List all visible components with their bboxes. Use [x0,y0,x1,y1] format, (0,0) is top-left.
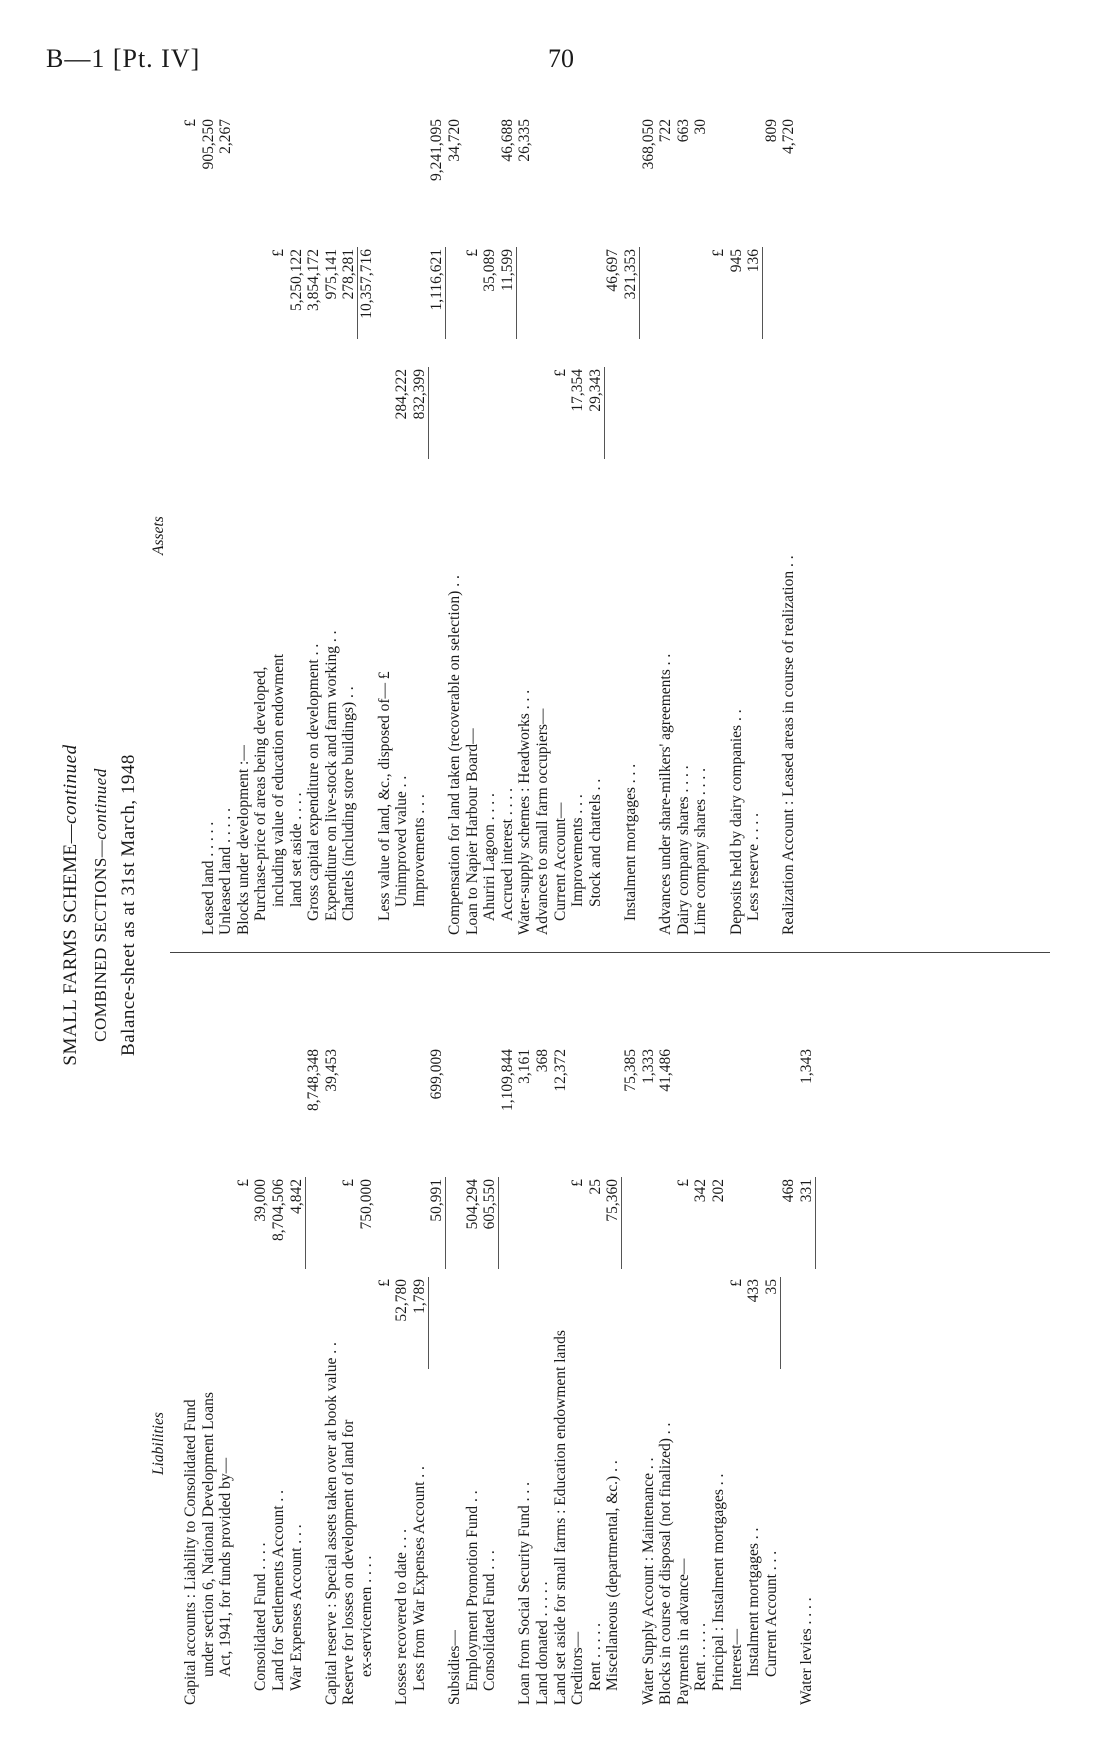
row-label: Act, 1941, for funds provided by— [217,1457,235,1677]
row-label: Losses recovered to date . . . [393,1528,411,1705]
row-label: Rent . . . . . [586,1622,604,1691]
amount-cell: 35,089 [481,249,499,292]
row-label: Compensation for land taken (recoverable on selection) . . [446,575,463,935]
page-header [0,44,1114,84]
row-label: Interest— [727,1629,745,1691]
amount-cell: 468 [780,1179,798,1203]
amount-cell: 284,222 [393,369,411,420]
table-row [288,105,305,935]
table-row [358,105,375,935]
scheme-title: SMALL FARMS SCHEME—continued [60,744,81,1066]
row-label: Improvements . . . [410,794,428,907]
row-label: Employment Promotion Fund . . [463,1490,481,1691]
row-label: Realization Account : Leased areas in course of realization . . [780,555,798,935]
amount-cell: 39,000 [252,1179,270,1222]
amount-cell: 368 [534,1049,551,1073]
row-label: Blocks in course of disposal (not finalized) . . [657,1422,675,1705]
amount-cell: 34,720 [446,119,463,162]
table-row [270,975,287,1705]
table-row [446,105,463,935]
amount-cell: 11,599 [498,249,516,292]
table-row [516,975,533,1705]
table-row [252,105,269,935]
row-label: Payments in advance— [674,1558,692,1705]
column-divider [170,952,1050,953]
table-row [182,975,199,1705]
table-row [604,105,621,935]
table-row [587,975,604,1705]
row-label: Unimproved value . . [393,775,411,907]
row-label: Ahuriri Lagoon . . . . [481,793,499,921]
row-label: Accrued interest . . . . [498,788,516,921]
amount-cell: 8,748,348 [305,1049,323,1111]
amount-cell: £ [674,1179,692,1187]
amount-cell: 52,780 [393,1279,411,1322]
table-row [640,105,657,935]
table-row [692,975,709,1705]
row-label: Current Account— [551,802,569,921]
row-label: Water levies . . . . [798,1597,815,1705]
table-row [200,105,217,935]
row-label: Less value of land, &c., disposed of— £ [375,671,393,921]
amount-cell: 5,250,122 [287,249,305,311]
row-label: Advances to small farm occupiers— [534,708,551,935]
row-label: Consolidated Fund . . . . [252,1542,270,1691]
table-row [217,105,234,935]
table-row [604,975,621,1705]
assets-heading: Assets [150,516,167,555]
row-label: Less from War Expenses Account . . [410,1466,428,1691]
table-row [411,105,428,935]
amount-cell: 321,353 [622,249,639,300]
amount-cell: £ [375,1279,393,1287]
table-row [534,105,551,935]
amount-cell: £ [727,1279,745,1287]
amount-cell: 331 [798,1179,815,1203]
row-label: Chattels (including store buildings) . . [340,686,358,921]
table-row [534,975,551,1705]
table-row [464,975,481,1705]
amount-cell: 202 [710,1179,727,1203]
amount-cell: 2,267 [217,119,235,154]
amount-cell: 722 [657,119,675,143]
row-label: Instalment mortgages . . [745,1527,763,1677]
row-label: Gross capital expenditure on development . . [305,643,323,921]
row-label: Deposits held by dairy companies . . [727,709,745,935]
amount-cell: 41,486 [657,1049,675,1092]
sum-rule [815,1177,816,1269]
row-label: Lime company shares . . . . [692,767,710,935]
table-row [745,975,762,1705]
amount-cell: £ [463,249,481,257]
amount-cell: 342 [692,1179,710,1203]
row-label: Water Supply Account : Maintenance . . [639,1457,657,1705]
amount-cell: 663 [674,119,692,143]
table-row [393,975,410,1705]
table-row [692,105,709,935]
amount-cell: 278,281 [340,249,358,300]
amount-cell: 4,842 [287,1179,305,1214]
amount-cell: 1,109,844 [498,1049,516,1111]
table-row [728,975,745,1705]
table-row [305,975,322,1705]
table-row [217,975,234,1705]
amount-cell: 50,991 [428,1179,446,1222]
table-row [780,105,797,935]
amount-cell: 832,399 [410,369,428,420]
row-label: Less reserve . . . . [745,812,763,921]
row-label: Purchase-price of areas being developed, [252,666,270,921]
table-row [499,105,516,935]
table-row [622,105,639,935]
table-row [552,975,569,1705]
row-label: Rent . . . . . [692,1622,710,1691]
table-row [763,975,780,1705]
row-label: Expenditure on live-stock and farm working . . [322,630,340,921]
table-row [657,105,674,935]
table-row [428,975,445,1705]
row-label: Advances under share-milkers' agreements . . [657,653,675,935]
table-row [710,975,727,1705]
amount-cell: 25 [586,1179,604,1195]
amount-cell: 1,789 [410,1279,428,1314]
table-row [798,975,815,1705]
amount-cell: 504,294 [463,1179,481,1230]
row-label: Unleased land . . . . . [217,808,235,935]
amount-cell: 75,385 [622,1049,639,1092]
row-label: Creditors— [569,1631,587,1705]
row-label: Land set aside for small farms : Education endowment lands [551,1330,569,1705]
table-row [728,105,745,935]
balance-sheet-title: Balance-sheet as at 31st March, 1948 [118,754,139,1056]
amount-cell: 750,000 [358,1179,375,1230]
amount-cell: 1,333 [639,1049,657,1084]
table-row [675,105,692,935]
table-row [622,975,639,1705]
amount-cell: 699,009 [428,1049,446,1100]
table-row [516,105,533,935]
row-label: under section 6, National Development Loans [199,1392,217,1677]
amount-cell: 945 [727,249,745,273]
table-row [710,105,727,935]
amount-cell: 26,335 [516,119,534,162]
amount-cell: 10,357,716 [358,249,375,319]
row-label: Stock and chattels . . [586,778,604,907]
row-label: Blocks under development :— [234,745,252,935]
table-row [323,105,340,935]
table-row [252,975,269,1705]
row-label: Miscellaneous (departmental, &c.) . . [604,1460,622,1691]
section-title: COMBINED SECTIONS—continued [91,768,110,1042]
table-row [428,105,445,935]
table-row [411,975,428,1705]
amount-cell: £ [234,1179,252,1187]
row-label: Capital reserve : Special assets taken over at book value . . [322,1342,340,1705]
table-row [323,975,340,1705]
assets-column [150,105,1050,935]
amount-cell: 605,550 [481,1179,499,1230]
row-label: Improvements . . . [569,794,587,907]
table-row [235,975,252,1705]
row-label: Consolidated Fund . . . [481,1550,499,1691]
table-row [675,975,692,1705]
amount-cell: 3,161 [516,1049,534,1084]
amount-cell: 75,360 [604,1179,622,1222]
amount-cell: 809 [762,119,780,143]
table-row [481,975,498,1705]
amount-cell: 46,697 [604,249,622,292]
table-row [464,105,481,935]
amount-cell: 46,688 [498,119,516,162]
table-row [340,105,357,935]
table-row [288,975,305,1705]
row-label: including value of education endowment [270,653,287,907]
table-row [657,975,674,1705]
amount-cell: £ [340,1179,358,1187]
table-row [340,975,357,1705]
row-label: Instalment mortgages . . . [622,763,639,921]
table-row [182,105,199,935]
table-row [393,105,410,935]
row-label: Loan to Napier Harbour Board— [463,728,481,935]
amount-cell: £ [270,249,287,257]
balance-sheet [60,105,1060,1705]
amount-cell: 39,453 [322,1049,340,1092]
amount-cell: 17,354 [569,369,587,412]
table-row [569,105,586,935]
row-label: War Expenses Account . . . [287,1524,305,1691]
row-label: land set aside . . . . [287,792,305,907]
amount-cell: £ [710,249,727,257]
table-row [358,975,375,1705]
table-row [780,975,797,1705]
row-label: Dairy company shares . . . . [674,765,692,935]
table-row [481,105,498,935]
table-row [745,105,762,935]
table-row [235,105,252,935]
row-label: Subsidies— [446,1630,463,1705]
table-row [640,975,657,1705]
amount-cell: 30 [692,119,710,135]
row-label: Principal : Instalment mortgages . . [710,1473,727,1691]
amount-cell: 35 [762,1279,780,1295]
amount-cell: 4,720 [780,119,798,154]
amount-cell: 905,250 [199,119,217,170]
table-row [569,975,586,1705]
row-label: Loan from Social Security Fund . . . [516,1482,534,1705]
amount-cell: 433 [745,1279,763,1303]
amount-cell: 29,343 [586,369,604,412]
table-row [587,105,604,935]
amount-cell: 3,854,172 [305,249,323,311]
amount-cell: 975,141 [322,249,340,300]
liabilities-column [150,975,1050,1705]
amount-cell: 136 [745,249,763,273]
row-label: Current Account . . . [762,1550,780,1677]
table-row [376,975,393,1705]
amount-cell: £ [569,1179,587,1187]
amount-cell: 368,050 [639,119,657,170]
table-row [499,975,516,1705]
row-label: Water-supply schemes : Headworks . . . [516,689,534,935]
table-row [200,975,217,1705]
row-label: Capital accounts : Liability to Consolidated Fund [182,1399,199,1705]
amount-cell: 1,116,621 [428,249,446,311]
table-row [763,105,780,935]
page-number: 70 [548,44,574,73]
row-label: Reserve for losses on development of land for [340,1419,358,1705]
amount-cell: 1,343 [798,1049,815,1084]
table-row [376,105,393,935]
amount-cell: £ [182,119,199,127]
table-row [552,105,569,935]
row-label: Leased land . . . . . [199,821,217,935]
amount-cell: £ [551,369,569,377]
document-code: B—1 [Pt. IV] [46,44,201,73]
amount-cell: 9,241,095 [428,119,446,181]
amount-cell: 8,704,506 [270,1179,287,1241]
row-label: Land for Settlements Account . . [270,1489,287,1691]
table-row [305,105,322,935]
table-row [446,975,463,1705]
table-row [270,105,287,935]
row-label: Land donated . . . . . [534,1581,551,1705]
amount-cell: 12,372 [551,1049,569,1092]
row-label: ex-servicemen . . . . [358,1555,375,1677]
liabilities-heading: Liabilities [150,1412,167,1475]
